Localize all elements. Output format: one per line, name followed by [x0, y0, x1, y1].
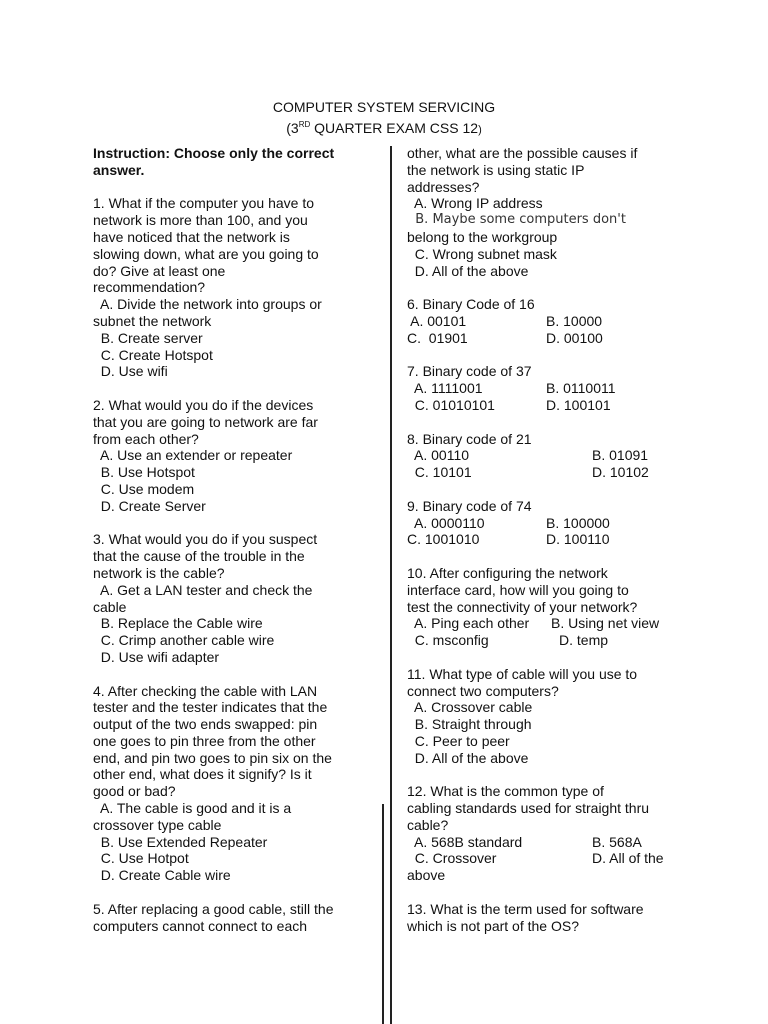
option-a: A. Divide the network into groups or	[93, 296, 322, 313]
question-stem: good or bad?	[93, 783, 176, 800]
question-stem: from each other?	[93, 430, 199, 447]
question-stem: end, and pin two goes to pin six on the	[93, 749, 332, 766]
question-3	[93, 531, 378, 665]
option-c: C. 01901	[407, 329, 468, 346]
question-11	[407, 666, 697, 767]
option-b: B. 100000	[546, 514, 610, 531]
question-stem: that you are going to network are far	[93, 413, 318, 430]
option-d: D. 100110	[546, 531, 610, 548]
question-stem: other, what are the possible causes if	[407, 145, 638, 161]
question-9	[407, 498, 697, 548]
question-stem: 4. After checking the cable with LAN	[93, 682, 318, 699]
option-b: B. 568A	[592, 833, 642, 850]
question-7	[407, 363, 697, 413]
exam-title-text: COMPUTER SYSTEM SERVICING	[272, 99, 496, 115]
subtitle-open: (3	[286, 120, 299, 136]
question-stem: network is more than 100, and you	[93, 212, 308, 229]
option-d: D. 100101	[546, 396, 611, 413]
question-1	[93, 195, 378, 380]
exam-subtitle	[0, 116, 768, 139]
option-b: B. 0110011	[546, 380, 616, 397]
subtitle-superscript: RD	[298, 120, 311, 129]
question-stem: that the cause of the trouble in the	[93, 548, 305, 565]
question-stem: other end, what does it signify? Is it	[93, 766, 312, 783]
question-13	[407, 901, 697, 935]
question-stem: 3. What would you do if you suspect	[93, 531, 318, 548]
option-c: C. Crossover	[407, 850, 497, 867]
option-d: D. 00100	[546, 329, 603, 346]
question-6	[407, 296, 697, 346]
question-10	[407, 565, 697, 649]
question-stem: 7. Binary code of 37	[407, 363, 532, 380]
question-stem: 12. What is the common type of	[407, 783, 604, 800]
question-stem: 8. Binary code of 21	[407, 430, 532, 447]
column-divider-secondary	[382, 804, 384, 1024]
question-stem: connect two computers?	[407, 682, 559, 699]
option-d: D. Use wifi	[93, 363, 168, 380]
option-d-continued: above	[407, 867, 446, 884]
instruction-line: answer.	[93, 161, 145, 178]
option-b: B. Straight through	[407, 716, 532, 733]
option-d: D. temp	[559, 632, 609, 649]
option-d: D. Create Server	[93, 497, 206, 514]
option-c: C. msconfig	[407, 632, 489, 649]
question-5-start	[93, 901, 378, 935]
question-stem: tester and the tester indicates that the	[93, 699, 328, 716]
option-a: A. Get a LAN tester and check the	[93, 581, 313, 598]
option-c: C. 01010101	[407, 396, 495, 413]
question-stem: recommendation?	[93, 279, 206, 296]
question-stem: cable?	[407, 816, 449, 833]
option-a: A. The cable is good and it is a	[93, 800, 292, 817]
exam-title	[0, 99, 768, 116]
option-b: B. 01091	[592, 447, 649, 464]
question-stem: computers cannot connect to each	[93, 917, 308, 934]
question-12	[407, 783, 697, 884]
option-a: A. 00110	[407, 447, 470, 464]
option-c: C. Peer to peer	[407, 732, 510, 749]
question-stem: network is the cable?	[93, 564, 225, 581]
option-a: cable	[93, 598, 127, 615]
option-c: C. Wrong subnet mask	[407, 245, 557, 262]
option-c: C. Use Hotpot	[93, 850, 189, 867]
option-c: C. Create Hotspot	[93, 346, 213, 363]
subtitle-close: )	[478, 124, 482, 136]
question-8	[407, 431, 697, 481]
option-a: A. 00101	[407, 312, 467, 329]
option-c: C. Use modem	[93, 480, 195, 497]
option-c: C. 10101	[407, 464, 472, 481]
question-stem: 13. What is the term used for software	[407, 900, 644, 917]
option-a: A. 0000110	[407, 514, 485, 531]
option-d: D. All of the above	[407, 749, 529, 766]
option-b: B. Create server	[93, 329, 203, 346]
option-d: D. Use wifi adapter	[93, 648, 220, 665]
question-stem: 11. What type of cable will you use to	[407, 665, 638, 682]
question-stem: test the connectivity of your network?	[407, 598, 638, 615]
subtitle-text: QUARTER EXAM CSS 12	[310, 120, 479, 136]
right-column	[407, 145, 697, 934]
option-b: B. Maybe some computers don't	[407, 212, 626, 228]
question-stem: output of the two ends swapped: pin	[93, 716, 318, 733]
question-stem: which is not part of the OS?	[407, 917, 579, 934]
option-b: belong to the workgroup	[407, 228, 558, 245]
question-stem: 10. After configuring the network	[407, 564, 608, 581]
option-d: D. 10102	[592, 464, 649, 481]
option-d: D. All of the	[592, 850, 664, 867]
question-stem: 1. What if the computer you have to	[93, 195, 315, 212]
question-stem: 6. Binary Code of 16	[407, 296, 535, 313]
option-a: crossover type cable	[93, 816, 222, 833]
option-d: D. All of the above	[407, 262, 529, 279]
left-column	[93, 145, 378, 934]
column-divider	[390, 146, 392, 1024]
question-stem: do? Give at least one	[93, 262, 226, 279]
option-b: B. Replace the Cable wire	[93, 615, 263, 632]
option-a: A. 1111001	[407, 380, 483, 397]
option-b: B. 10000	[546, 312, 603, 329]
question-stem: interface card, how will you going to	[407, 581, 629, 598]
option-a: A. Use an extender or repeater	[93, 447, 293, 464]
option-d: D. Create Cable wire	[93, 867, 231, 884]
question-stem: cabling standards used for straight thru	[407, 800, 650, 817]
option-c: C. 1001010	[407, 531, 480, 548]
option-a: A. Wrong IP address	[407, 195, 543, 212]
question-4	[93, 683, 378, 885]
option-a: A. Crossover cable	[407, 699, 533, 716]
instruction-line: Instruction: Choose only the correct	[93, 145, 335, 161]
question-stem: one goes to pin three from the other	[93, 732, 316, 749]
option-a: A. 568B standard	[407, 833, 523, 850]
option-b: B. Use Extended Repeater	[93, 833, 268, 850]
option-a: A. Ping each other	[407, 615, 530, 632]
question-stem: have noticed that the network is	[93, 228, 290, 245]
option-b: B. Use Hotspot	[93, 464, 195, 481]
question-5-continued	[407, 145, 697, 279]
question-stem: addresses?	[407, 178, 480, 195]
option-b: B. Using net view	[551, 615, 660, 632]
option-c: C. Crimp another cable wire	[93, 632, 275, 649]
question-stem: 2. What would you do if the devices	[93, 396, 314, 413]
option-a: subnet the network	[93, 312, 212, 329]
question-stem: the network is using static IP	[407, 161, 585, 178]
question-stem: slowing down, what are you going to	[93, 245, 319, 262]
question-2	[93, 397, 378, 515]
question-stem: 9. Binary code of 74	[407, 497, 532, 514]
question-stem: 5. After replacing a good cable, still the	[93, 900, 334, 917]
